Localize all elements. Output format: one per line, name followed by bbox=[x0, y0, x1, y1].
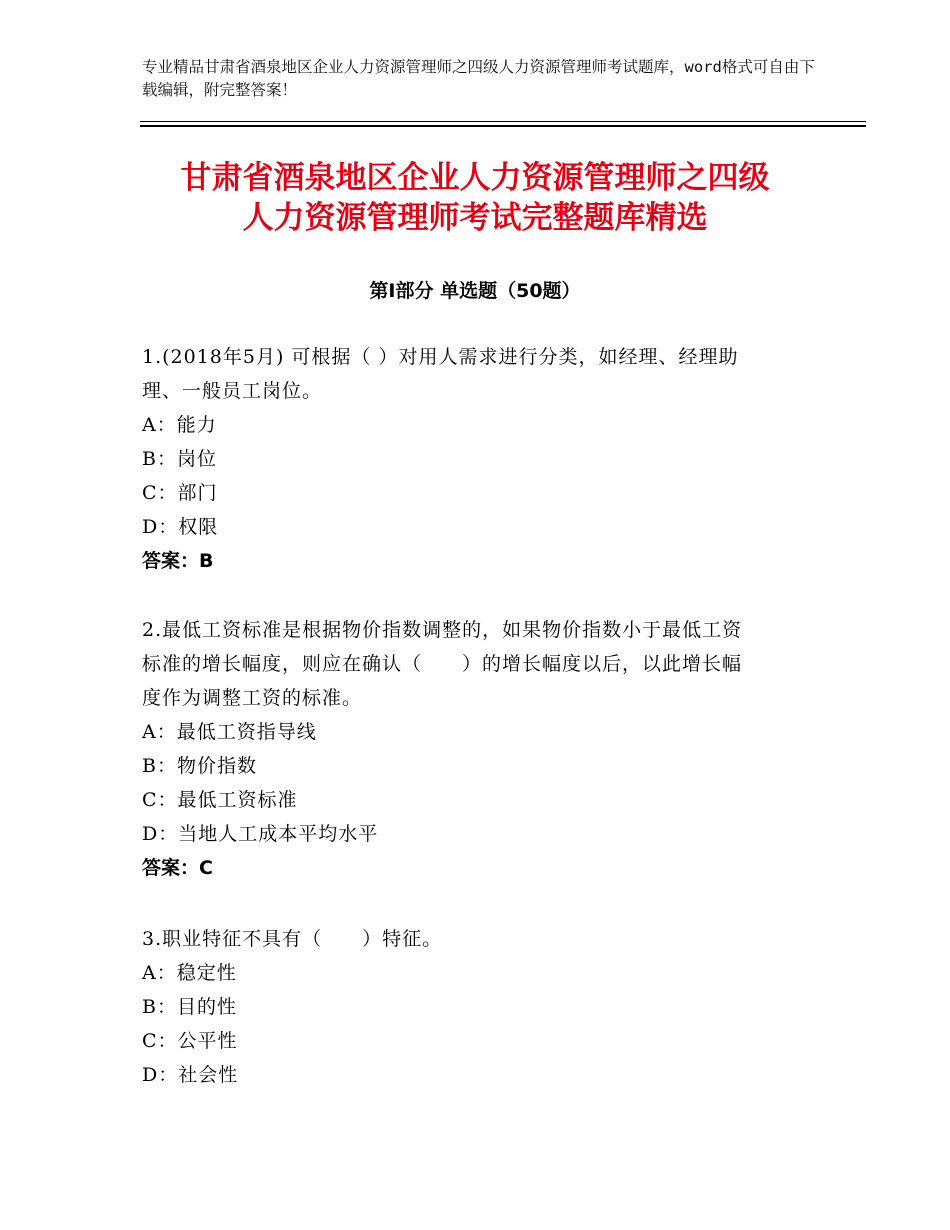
header-divider-thin bbox=[140, 121, 866, 122]
document-title bbox=[0, 158, 950, 238]
option-c: C：最低工资标准 bbox=[142, 789, 298, 811]
question-stem: 2.最低工资标准是根据物价指数调整的，如果物价指数小于最低工资 bbox=[142, 619, 743, 641]
option-c: C：公平性 bbox=[142, 1030, 238, 1052]
section-heading: 第Ⅰ部分 单选题（50题） bbox=[369, 280, 581, 302]
title-line: 甘肃省酒泉地区企业人力资源管理师之四级 bbox=[180, 160, 770, 196]
option-d: D：社会性 bbox=[142, 1064, 239, 1086]
option-b: B：目的性 bbox=[142, 996, 237, 1018]
answer: 答案：C bbox=[142, 857, 213, 879]
header-note: 专业精品甘肃省酒泉地区企业人力资源管理师之四级人力资源管理师考试题库，word格式可自由下载编辑，附完整答案！ bbox=[142, 58, 815, 99]
option-d: D：当地人工成本平均水平 bbox=[142, 823, 379, 845]
question-stem: 度作为调整工资的标准。 bbox=[142, 687, 363, 709]
answer: 答案：B bbox=[142, 550, 214, 572]
question-stem: 标准的增长幅度，则应在确认（ ）的增长幅度以后，以此增长幅 bbox=[142, 653, 743, 675]
option-c: C：部门 bbox=[142, 482, 218, 504]
header-divider-thick bbox=[140, 125, 866, 127]
option-a: A：能力 bbox=[142, 414, 217, 436]
option-b: B：物价指数 bbox=[142, 755, 257, 777]
question-2 bbox=[142, 613, 822, 885]
question-3 bbox=[142, 922, 822, 1092]
option-a: A：稳定性 bbox=[142, 962, 237, 984]
question-1 bbox=[142, 340, 822, 578]
option-d: D：权限 bbox=[142, 516, 219, 538]
title-line: 人力资源管理师考试完整题库精选 bbox=[242, 200, 708, 236]
question-stem: 理、一般员工岗位。 bbox=[142, 380, 323, 402]
option-a: A：最低工资指导线 bbox=[142, 721, 317, 743]
question-stem: 1.(2018年5月) 可根据（ ）对用人需求进行分类，如经理、经理助 bbox=[142, 346, 739, 368]
question-stem: 3.职业特征不具有（ ）特征。 bbox=[142, 928, 443, 950]
option-b: B：岗位 bbox=[142, 448, 217, 470]
